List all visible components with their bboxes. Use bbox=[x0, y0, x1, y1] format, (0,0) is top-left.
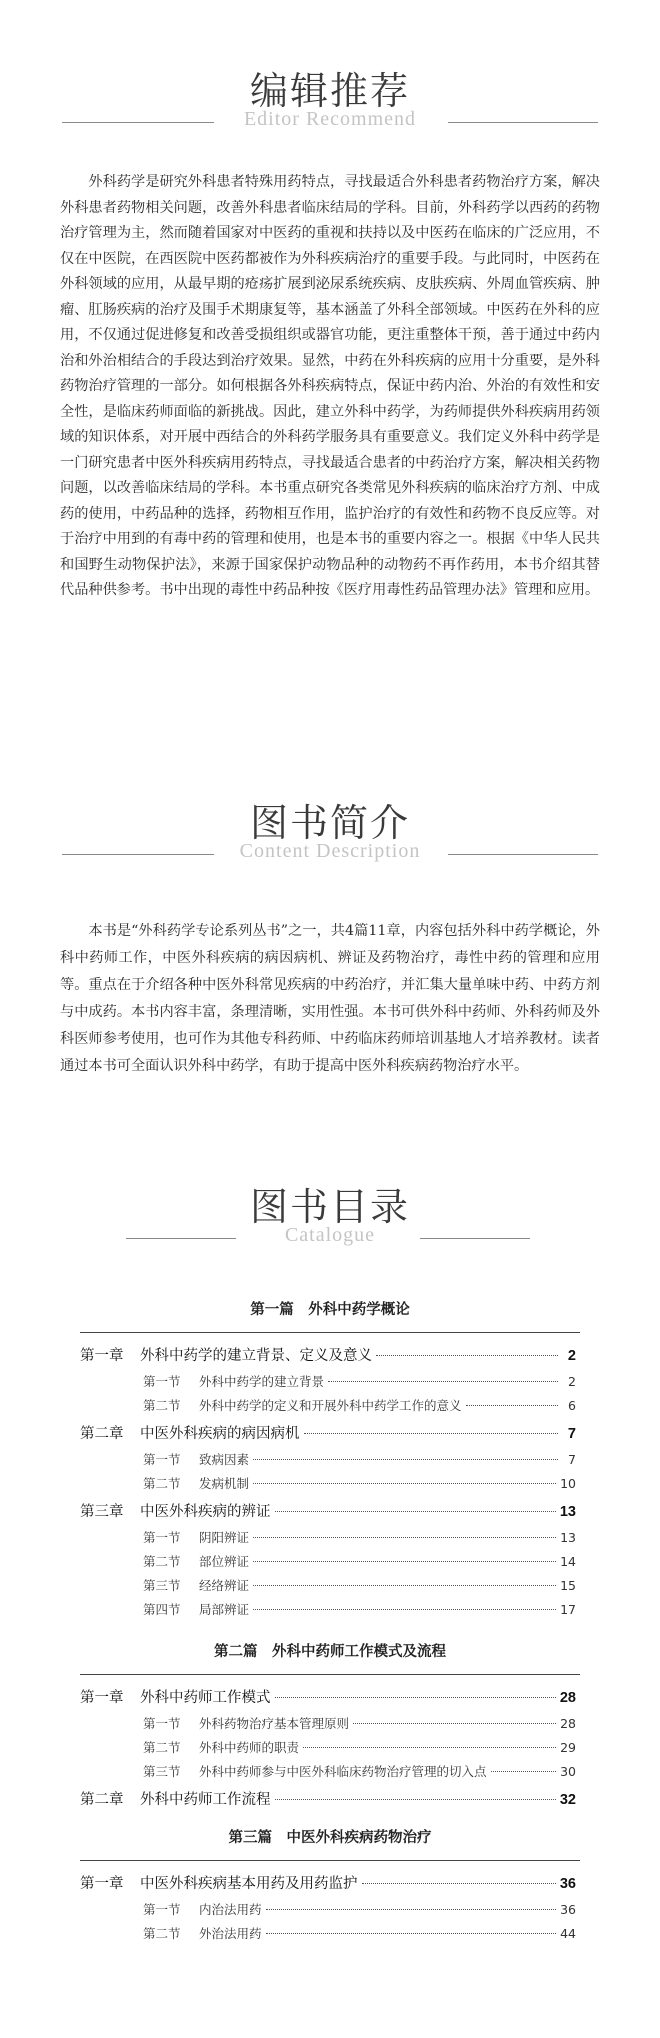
section-title: 内治法用药 bbox=[199, 1902, 262, 1917]
page-number: 32 bbox=[559, 1792, 576, 1808]
toc-row-chapter[interactable] bbox=[80, 1422, 576, 1443]
section-title: 外科中药师的职责 bbox=[199, 1740, 300, 1755]
intro-subtitle: Content Description bbox=[239, 840, 421, 862]
toc-row-chapter[interactable] bbox=[80, 1872, 576, 1893]
chapter-title: 外科中药学的建立背景、定义及意义 bbox=[140, 1348, 372, 1364]
page-number: 28 bbox=[560, 1716, 576, 1731]
recommend-subtitle: Editor Recommend bbox=[243, 108, 417, 130]
dot-leader bbox=[376, 1355, 558, 1356]
section-title: 外科中药学的定义和开展外科中药学工作的意义 bbox=[199, 1398, 462, 1413]
recommend-header bbox=[0, 60, 660, 160]
page-number: 30 bbox=[560, 1764, 576, 1779]
toc-row-section[interactable] bbox=[143, 1900, 576, 1918]
dot-leader bbox=[253, 1561, 556, 1562]
section-title: 发病机制 bbox=[199, 1476, 250, 1491]
chapter-number: 第三章 bbox=[80, 1504, 124, 1520]
page-number: 36 bbox=[559, 1876, 576, 1892]
intro-text: 本书是“外科药学专论系列丛书”之一，共4篇11章，内容包括外科中药学概论，外科中药师工作，中医外科疾病的病因病机、辨证及药物治疗，毒性中药的管理和应用等。重点在于介绍各种中医外科常见疾病的中药治疗，并汇集大量单味中药、中药方剂与中成药。本书内容丰富，条理清晰，实用性强。本书可供外科中药师、外科药师及外科医师参考使用，也可作为其他专科药师、中药临床药师培训基地人才培养教材。读者通过本书可全面认识外科中药学，有助于提高中医外科疾病药物治疗水平。 bbox=[60, 923, 600, 1074]
section-number: 第一节 bbox=[143, 1452, 181, 1467]
page-number: 10 bbox=[560, 1476, 576, 1491]
toc-title: 图书目录 bbox=[249, 1185, 410, 1229]
toc-row-section[interactable] bbox=[143, 1576, 576, 1594]
page-number: 17 bbox=[560, 1602, 576, 1617]
section-title: 外科药物治疗基本管理原则 bbox=[199, 1716, 350, 1731]
toc-row-section[interactable] bbox=[143, 1372, 576, 1390]
section-number: 第一节 bbox=[143, 1716, 181, 1731]
part-rule bbox=[80, 1674, 580, 1675]
page-number: 2 bbox=[567, 1348, 576, 1364]
dot-leader bbox=[266, 1909, 557, 1910]
page-number: 7 bbox=[568, 1452, 576, 1467]
page-number: 15 bbox=[560, 1578, 576, 1593]
dot-leader bbox=[266, 1933, 557, 1934]
page-number: 44 bbox=[560, 1926, 576, 1941]
page-number: 29 bbox=[560, 1740, 576, 1755]
toc-row-section[interactable] bbox=[143, 1528, 576, 1546]
dot-leader bbox=[353, 1723, 556, 1724]
section-number: 第二节 bbox=[143, 1398, 181, 1413]
dot-leader bbox=[253, 1585, 556, 1586]
toc-row-section[interactable] bbox=[143, 1600, 576, 1618]
toc-row-section[interactable] bbox=[143, 1714, 576, 1732]
page-number: 36 bbox=[560, 1902, 576, 1917]
intro-header bbox=[0, 792, 660, 892]
toc-row-chapter[interactable] bbox=[80, 1686, 576, 1707]
toc-row-section[interactable] bbox=[143, 1450, 576, 1468]
chapter-title: 外科中药师工作模式 bbox=[140, 1690, 271, 1706]
section-number: 第一节 bbox=[143, 1530, 181, 1545]
chapter-number: 第一章 bbox=[80, 1690, 124, 1706]
section-title: 外科中药师参与中医外科临床药物治疗管理的切入点 bbox=[199, 1764, 487, 1779]
chapter-title: 外科中药师工作流程 bbox=[140, 1792, 271, 1808]
page-number: 7 bbox=[567, 1426, 576, 1442]
toc-row-section[interactable] bbox=[143, 1474, 576, 1492]
section-number: 第三节 bbox=[143, 1578, 181, 1593]
chapter-number: 第二章 bbox=[80, 1426, 124, 1442]
chapter-title: 中医外科疾病基本用药及用药监护 bbox=[140, 1876, 358, 1892]
section-number: 第二节 bbox=[143, 1740, 181, 1755]
dot-leader bbox=[253, 1459, 558, 1460]
toc-row-section[interactable] bbox=[143, 1762, 576, 1780]
section-title: 经络辨证 bbox=[199, 1578, 250, 1593]
part-rule bbox=[80, 1860, 580, 1861]
dot-leader bbox=[275, 1511, 556, 1512]
part-rule bbox=[80, 1332, 580, 1333]
chapter-number: 第二章 bbox=[80, 1792, 124, 1808]
section-number: 第三节 bbox=[143, 1764, 181, 1779]
recommend-text: 外科药学是研究外科患者特殊用药特点，寻找最适合外科患者药物治疗方案，解决外科患者药物相关问题，改善外科患者临床结局的学科。目前，外科药学以西药的药物治疗管理为主，然而随着国家对中医药的重视和扶持以及中医药在临床的广泛应用，不仅在中医院，在西医院中医药都被作为外科疾病治疗的重要手段。与此同时，中医药在外科领域的应用，从最早期的疮疡扩展到泌尿系统疾病、皮肤疾病、外周血管疾病、肿瘤、肛肠疾病的治疗及围手术期康复等，基本涵盖了外科全部领域。中医药在外科的应用，不仅通过促进修复和改善受损组织或器官功能，更注重整体干预，善于通过中药内治和外治相结合的手段达到治疗效果。显然，中药在外科疾病的应用十分重要，是外科药物治疗管理的一部分。如何根据各外科疾病特点，保证中药内治、外治的有效性和安全性，是临床药师面临的新挑战。因此，建立外科中药学，为药师提供外科疾病用药领域的知识体系，对开展中西结合的外科药学服务具有重要意义。我们定义外科中药学是一门研究患者中医外科疾病用药特点，寻找最适合患者的中药治疗方案，解决相关药物问题，以改善临床结局的学科。本书重点研究各类常见外科疾病的临床治疗方剂、中成药的使用，中药品种的选择，药物相互作用，监护治疗的有效性和药物不良反应等。对于治疗中用到的有毒中药的管理和使用，也是本书的重要内容之一。根据《中华人民共和国野生动物保护法》，来源于国家保护动物品种的动物药不再作药用，本书介绍其替代品种供参考。书中出现的毒性中药品种按《医疗用毒性药品管理办法》管理和应用。 bbox=[60, 174, 600, 598]
section-title: 外治法用药 bbox=[199, 1926, 262, 1941]
dot-leader bbox=[303, 1747, 556, 1748]
section-number: 第一节 bbox=[143, 1902, 181, 1917]
dot-leader bbox=[466, 1405, 558, 1406]
chapter-title: 中医外科疾病的病因病机 bbox=[140, 1426, 300, 1442]
toc-header bbox=[0, 1176, 660, 1276]
toc-row-section[interactable] bbox=[143, 1738, 576, 1756]
section-number: 第二节 bbox=[143, 1476, 181, 1491]
dot-leader bbox=[304, 1433, 559, 1434]
part-title: 第一篇 外科中药学概论 bbox=[250, 1302, 410, 1318]
section-title: 部位辨证 bbox=[199, 1554, 250, 1569]
page-number: 14 bbox=[560, 1554, 576, 1569]
page-number: 13 bbox=[560, 1530, 576, 1545]
dot-leader bbox=[491, 1771, 557, 1772]
part-title: 第二篇 外科中药师工作模式及流程 bbox=[214, 1644, 446, 1660]
section-title: 致病因素 bbox=[199, 1452, 250, 1467]
intro-title: 图书简介 bbox=[249, 801, 410, 845]
page-number: 6 bbox=[568, 1398, 576, 1413]
section-number: 第一节 bbox=[143, 1374, 181, 1389]
toc-row-section[interactable] bbox=[143, 1396, 576, 1414]
page-number: 2 bbox=[568, 1374, 576, 1389]
section-number: 第二节 bbox=[143, 1926, 181, 1941]
dot-leader bbox=[253, 1537, 556, 1538]
section-title: 外科中药学的建立背景 bbox=[199, 1374, 325, 1389]
page-number: 28 bbox=[559, 1690, 576, 1706]
toc-subtitle: Catalogue bbox=[284, 1224, 376, 1246]
dot-leader bbox=[253, 1609, 556, 1610]
part-title: 第三篇 中医外科疾病药物治疗 bbox=[228, 1830, 432, 1846]
dot-leader bbox=[362, 1883, 556, 1884]
toc-row-chapter[interactable] bbox=[80, 1344, 576, 1365]
chapter-number: 第一章 bbox=[80, 1876, 124, 1892]
section-number: 第四节 bbox=[143, 1602, 181, 1617]
toc-row-chapter[interactable] bbox=[80, 1788, 576, 1809]
section-title: 局部辨证 bbox=[199, 1602, 250, 1617]
page-number: 13 bbox=[559, 1504, 576, 1520]
recommend-title: 编辑推荐 bbox=[249, 69, 410, 113]
dot-leader bbox=[328, 1381, 558, 1382]
section-title: 阴阳辨证 bbox=[199, 1530, 250, 1545]
toc-row-section[interactable] bbox=[143, 1552, 576, 1570]
section-number: 第二节 bbox=[143, 1554, 181, 1569]
dot-leader bbox=[275, 1799, 556, 1800]
dot-leader bbox=[275, 1697, 556, 1698]
chapter-title: 中医外科疾病的辨证 bbox=[140, 1504, 271, 1520]
toc-row-section[interactable] bbox=[143, 1924, 576, 1942]
toc-row-chapter[interactable] bbox=[80, 1500, 576, 1521]
dot-leader bbox=[253, 1483, 556, 1484]
chapter-number: 第一章 bbox=[80, 1348, 124, 1364]
